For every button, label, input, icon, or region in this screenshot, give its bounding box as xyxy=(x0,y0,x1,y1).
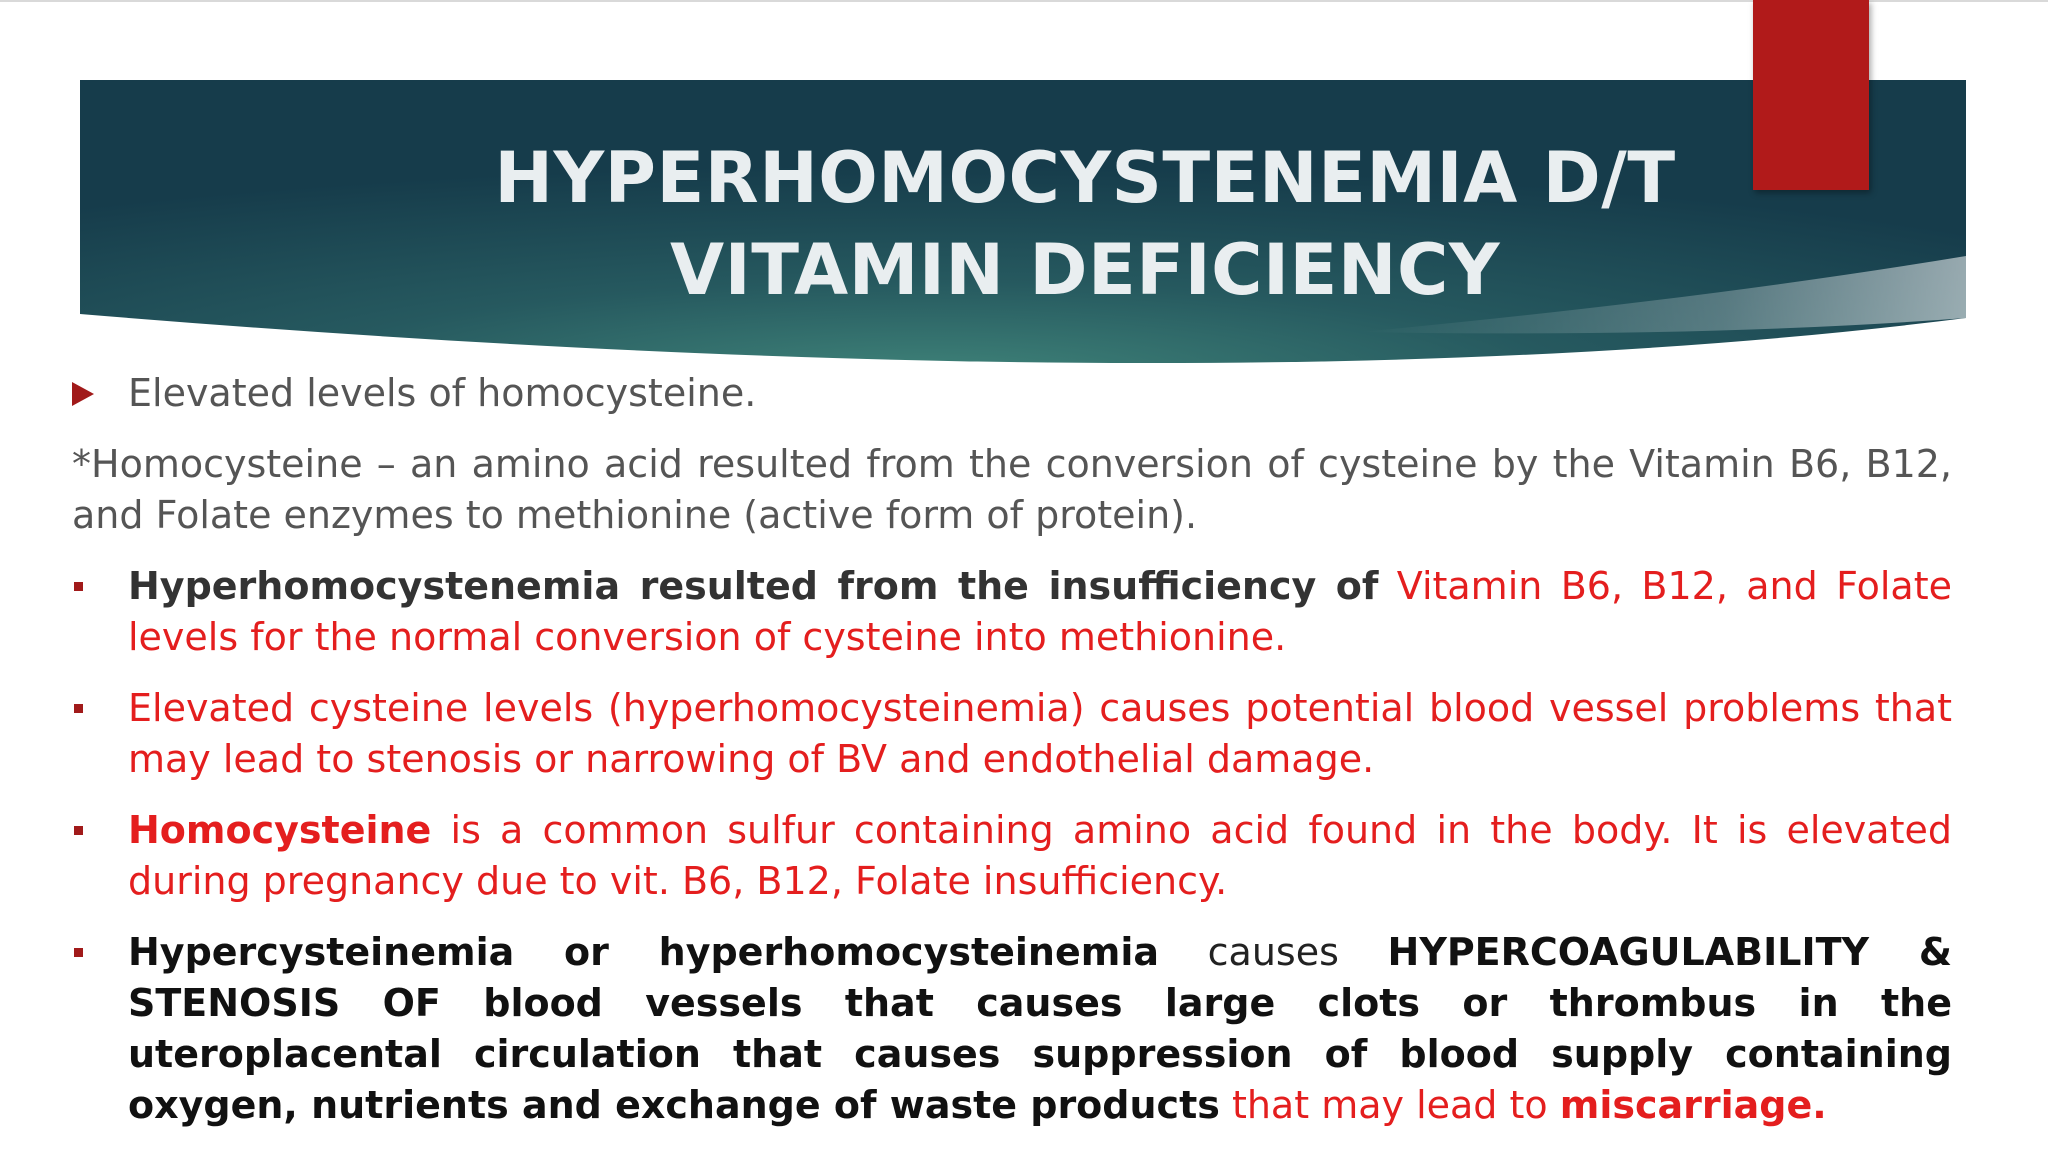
list-item xyxy=(72,805,1952,907)
point-4-red-bold: miscarriage. xyxy=(1559,1083,1827,1127)
slide-title: HYPERHOMOCYSTENEMIA D/T VITAMIN DEFICIENCY xyxy=(494,137,1676,311)
homocysteine-note: *Homocysteine – an amino acid resulted from the conversion of cysteine by the Vitamin B6, B12, and Folate enzymes to methionine (active form of protein). xyxy=(72,442,1952,537)
intro-bullet xyxy=(72,368,1952,419)
square-bullet-icon xyxy=(74,582,83,591)
list-item xyxy=(72,927,1952,1131)
point-3-red: is a common sulfur containing amino acid found in the body. It is elevated during pregnancy due to vit. B6, B12, Folate insufficiency. xyxy=(128,808,1952,903)
point-3-red-bold: Homocysteine xyxy=(128,808,432,852)
square-bullet-icon xyxy=(74,826,83,835)
slide-body xyxy=(72,368,1952,1131)
square-bullet-icon xyxy=(74,948,83,957)
point-4-plain: causes xyxy=(1207,930,1339,974)
list-item xyxy=(72,683,1952,785)
square-bullet-icon xyxy=(74,704,83,713)
point-4-bold-1: Hypercysteinemia or hyperhomocysteinemia xyxy=(128,930,1160,974)
point-1-red: Vitamin B6, B12, and Folate levels for the normal conversion of cysteine into methionine. xyxy=(128,564,1952,659)
point-4-bold-2: HYPERCOAGULABILITY & STENOSIS OF blood vessels that causes large clots or thrombus in the uteroplacental circulation that causes suppression of blood supply containing oxygen, nutrients and exchange of waste products xyxy=(128,930,1952,1127)
intro-bullet-text: Elevated levels of homocysteine. xyxy=(128,371,757,415)
point-1-bold: Hyperhomocystenemia resulted from the insufficiency of xyxy=(128,564,1379,608)
list-item xyxy=(72,561,1952,663)
point-2-red: Elevated cysteine levels (hyperhomocysteinemia) causes potential blood vessel problems that may lead to stenosis or narrowing of BV and endothelial damage. xyxy=(128,686,1952,781)
arrow-bullet-icon xyxy=(72,382,94,406)
point-4-red: that may lead to xyxy=(1231,1083,1548,1127)
